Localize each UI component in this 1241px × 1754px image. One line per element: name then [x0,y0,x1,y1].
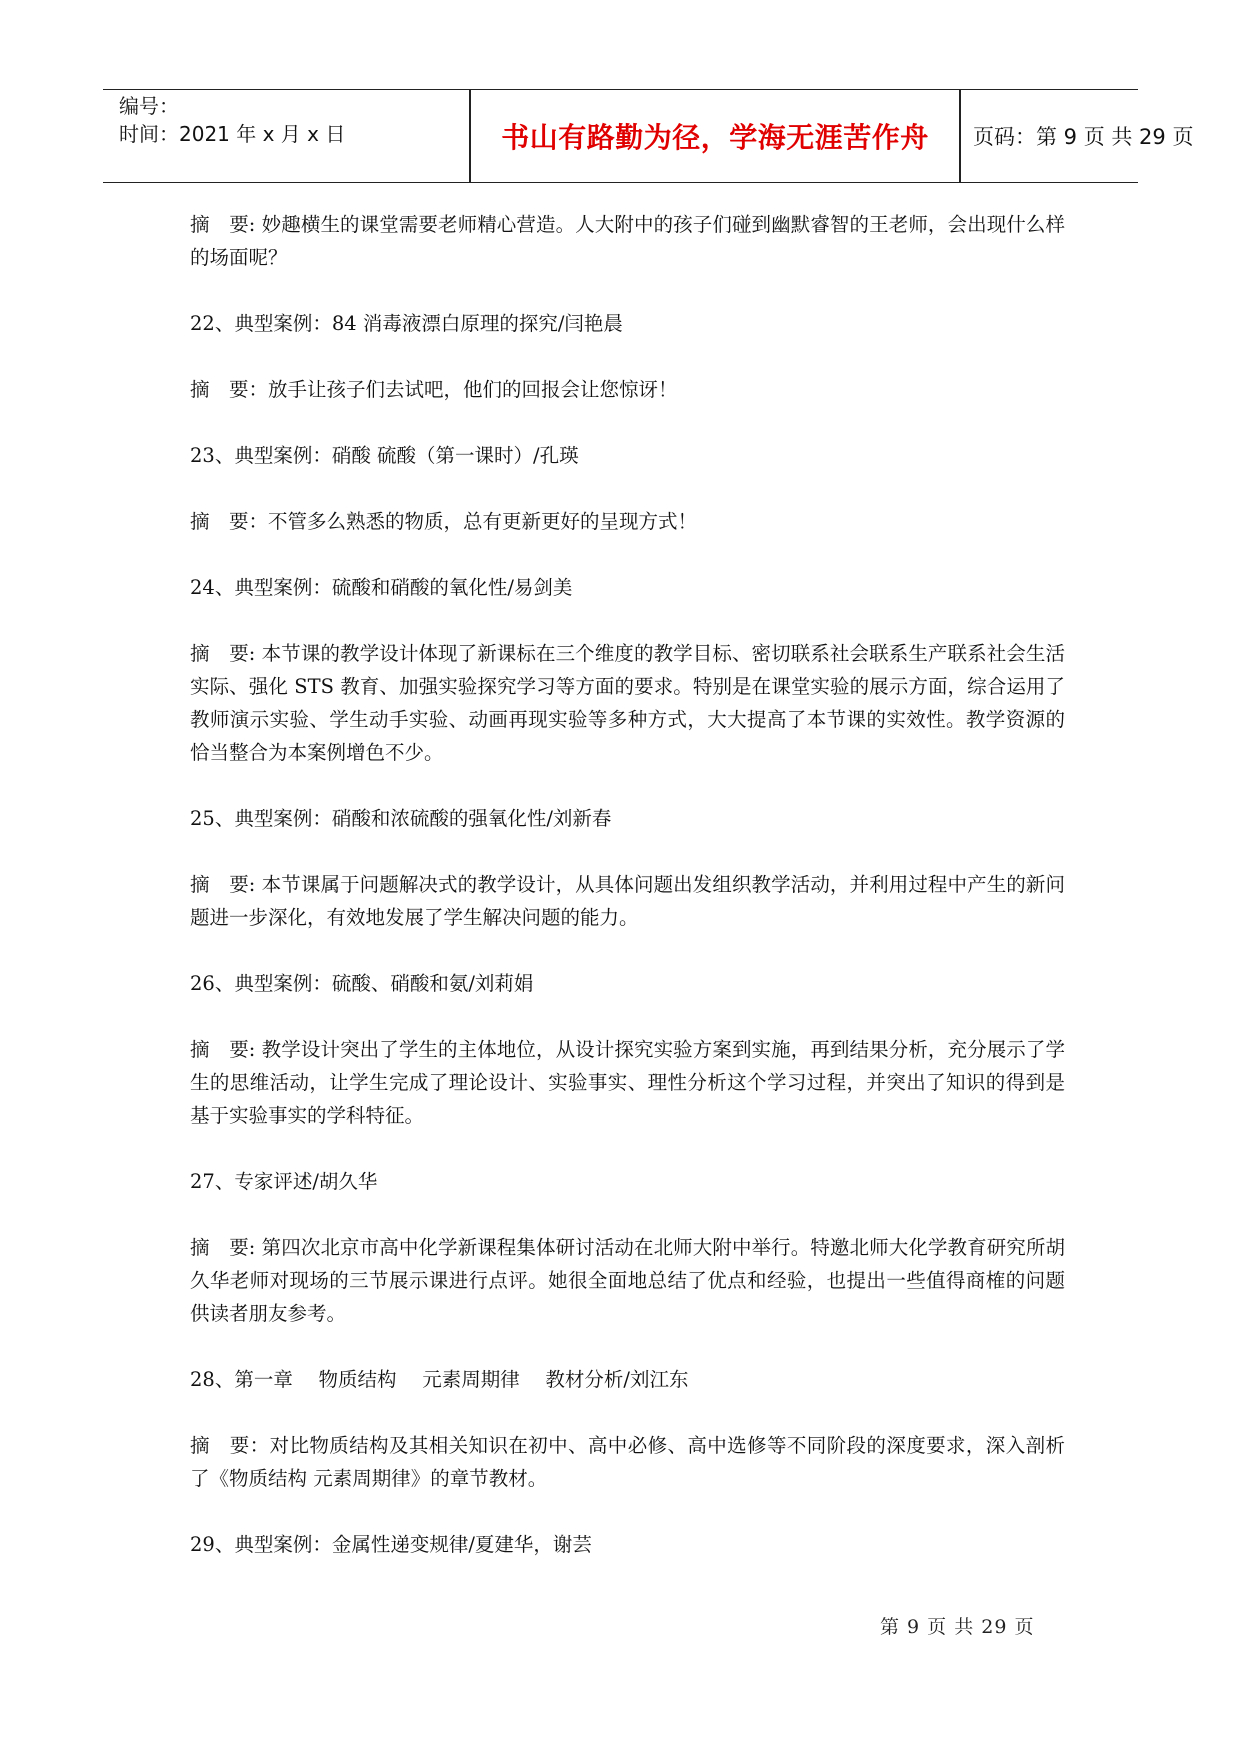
case-title: 22、典型案例：84 消毒液漂白原理的探究/闫艳晨 [190,312,623,335]
abstract-paragraph: 摘 要: 教学设计突出了学生的主体地位，从设计探究实验方案到实施，再到结果分析，充分展示了学生的思维活动，让学生完成了理论设计、实验事实、理性分析这个学习过程，并突出了知识的得到是基于实验事实的学科特征。 [190,1038,1065,1127]
header-divider [959,90,961,182]
document-body [190,208,1065,1561]
document-time-label: 时间：2021 年 x 月 x 日 [119,122,346,146]
case-title: 28、第一章 物质结构 元素周期律 教材分析/刘江东 [190,1368,689,1391]
page-footer: 第 9 页 共 29 页 [880,1616,1035,1638]
page-header [103,89,1194,183]
abstract-paragraph: 摘 要: 第四次北京市高中化学新课程集体研讨活动在北师大附中举行。特邀北师大化学教育研究所胡久华老师对现场的三节展示课进行点评。她很全面地总结了优点和经验，也提出一些值得商榷的问题供读者朋友参考。 [190,1236,1065,1325]
header-motto: 书山有路勤为径，学海无涯苦作舟 [501,121,929,154]
document-number-label: 编号： [119,94,179,118]
case-title: 26、典型案例：硫酸、硝酸和氨/刘莉娟 [190,972,534,995]
abstract-paragraph: 摘 要: 本节课的教学设计体现了新课标在三个维度的教学目标、密切联系社会联系生产联系社会生活实际、强化 STS 教育、加强实验探究学习等方面的要求。特别是在课堂实验的展示方面，综合运用了教师演示实验、学生动手实验、动画再现实验等多种方式，大大提高了本节课的实效性。教学资源的恰当整合为本案例增色不少。 [190,642,1065,764]
case-title: 23、典型案例：硝酸 硫酸（第一课时）/孔瑛 [190,444,579,467]
abstract-paragraph: 摘 要: 妙趣横生的课堂需要老师精心营造。人大附中的孩子们碰到幽默睿智的王老师，会出现什么样的场面呢？ [190,213,1065,269]
abstract-paragraph: 摘 要: 本节课属于问题解决式的教学设计，从具体问题出发组织教学活动，并利用过程中产生的新问题进一步深化，有效地发展了学生解决问题的能力。 [190,873,1065,929]
header-meta [119,92,469,148]
case-title: 24、典型案例：硫酸和硝酸的氧化性/易剑美 [190,576,573,599]
case-title: 25、典型案例：硝酸和浓硫酸的强氧化性/刘新春 [190,807,612,830]
abstract-paragraph: 摘 要：放手让孩子们去试吧，他们的回报会让您惊讶！ [190,378,678,401]
abstract-paragraph: 摘 要：不管多么熟悉的物质，总有更新更好的呈现方式！ [190,510,698,533]
case-title: 27、专家评述/胡久华 [190,1170,378,1193]
case-title: 29、典型案例：金属性递变规律/夏建华，谢芸 [190,1533,592,1556]
header-page-number: 页码：第 9 页 共 29 页 [973,125,1194,149]
abstract-paragraph: 摘 要：对比物质结构及其相关知识在初中、高中必修、高中选修等不同阶段的深度要求，深入剖析了《物质结构 元素周期律》的章节教材。 [190,1434,1065,1490]
